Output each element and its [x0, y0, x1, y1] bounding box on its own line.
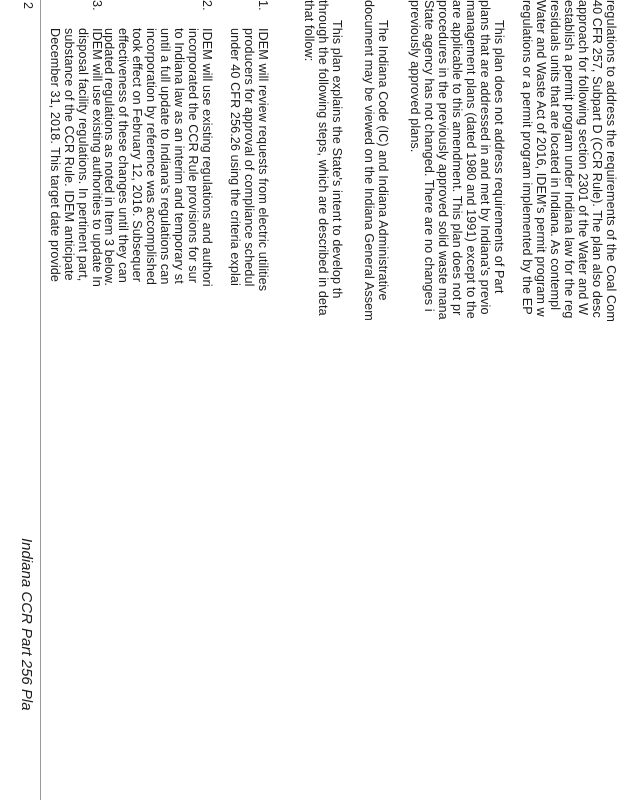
- paragraph-line: procedures in the previously approved solid waste mana: [436, 0, 450, 320]
- list-item-line: until a full update to Indiana's regulations can: [158, 28, 172, 285]
- paragraph-line: regulations to address the requirements of the Coal Com: [604, 0, 618, 322]
- paragraph-line: through the following steps, which are described in deta: [316, 0, 330, 316]
- paragraph-line: previously approved plans.: [408, 0, 422, 153]
- list-item-line: IDEM will review requests from electric utilities: [256, 28, 270, 292]
- list-item-line: under 40 CFR 256.26 using the criteria explai: [228, 28, 242, 286]
- list-item-line: effectiveness of these changes until they can: [116, 28, 130, 283]
- list-item-line: incorporation by reference was accomplished: [144, 28, 158, 286]
- list-item-line: took effect on February 12, 2016. Subsequer: [130, 28, 144, 283]
- paragraph-line: plans that are addressed in and met by Indiana's previo: [478, 0, 492, 315]
- paragraph-line: document may be viewed on the Indiana General Assem: [362, 0, 376, 321]
- list-item-line: IDEM will use existing authorities to update In: [90, 28, 104, 287]
- paragraph-line: State agency has not changed. There are no changes i: [422, 0, 436, 312]
- list-item-line: updated regulations as noted in Item 3 below.: [102, 28, 116, 286]
- paragraph-line: regulations or a permit program implemented by the EP: [520, 0, 534, 315]
- paragraph-line: approach for following section 2301 of the Water and W: [576, 0, 590, 316]
- list-item-number: 3.: [90, 0, 104, 11]
- paragraph-line: management plans (dated 1980 and 1991) except to the: [464, 0, 478, 319]
- running-title: Indiana CCR Part 256 Pla: [18, 538, 35, 711]
- paragraph-line: that follow:: [302, 0, 316, 62]
- paragraph-line: Water and Waste Act of 2016, IDEM's permit program w: [534, 0, 548, 317]
- paragraph-line: 40 CFR 257, Subpart D (CCR Rule). The plan also desc: [590, 0, 604, 318]
- list-item-line: producers for approval of compliance schedul: [242, 28, 256, 287]
- list-item-line: IDEM will use existing regulations and authori: [200, 28, 214, 287]
- list-item-number: 1.: [256, 0, 270, 11]
- paragraph-line: This plan does not address requirements of Part: [492, 20, 506, 294]
- paragraph-line: residuals units that are located in Indiana. As contempl: [548, 0, 562, 311]
- paragraph-line: are applicable to this amendment. This plan does not pr: [450, 0, 464, 316]
- page-number: 2: [21, 2, 35, 10]
- list-item-line: substance of the CCR Rule. IDEM anticipate: [62, 28, 76, 281]
- list-item-line: December 31, 2018. This target date provide: [48, 28, 62, 282]
- list-item-line: to Indiana law as an interim and temporary st: [172, 28, 186, 284]
- paragraph-line: The Indiana Code (IC) and Indiana Administrative: [376, 20, 390, 301]
- footer-rule: [40, 0, 41, 800]
- paragraph-line: establish a permit program under Indiana law for the reg: [562, 0, 576, 319]
- list-item-line: incorporated the CCR Rule provisions for sur: [186, 28, 200, 283]
- list-item-line: disposal facility regulations. In pertinent part,: [76, 28, 90, 282]
- list-item-number: 2.: [200, 0, 214, 11]
- paragraph-line: This plan explains the State's intent to develop th: [330, 20, 344, 299]
